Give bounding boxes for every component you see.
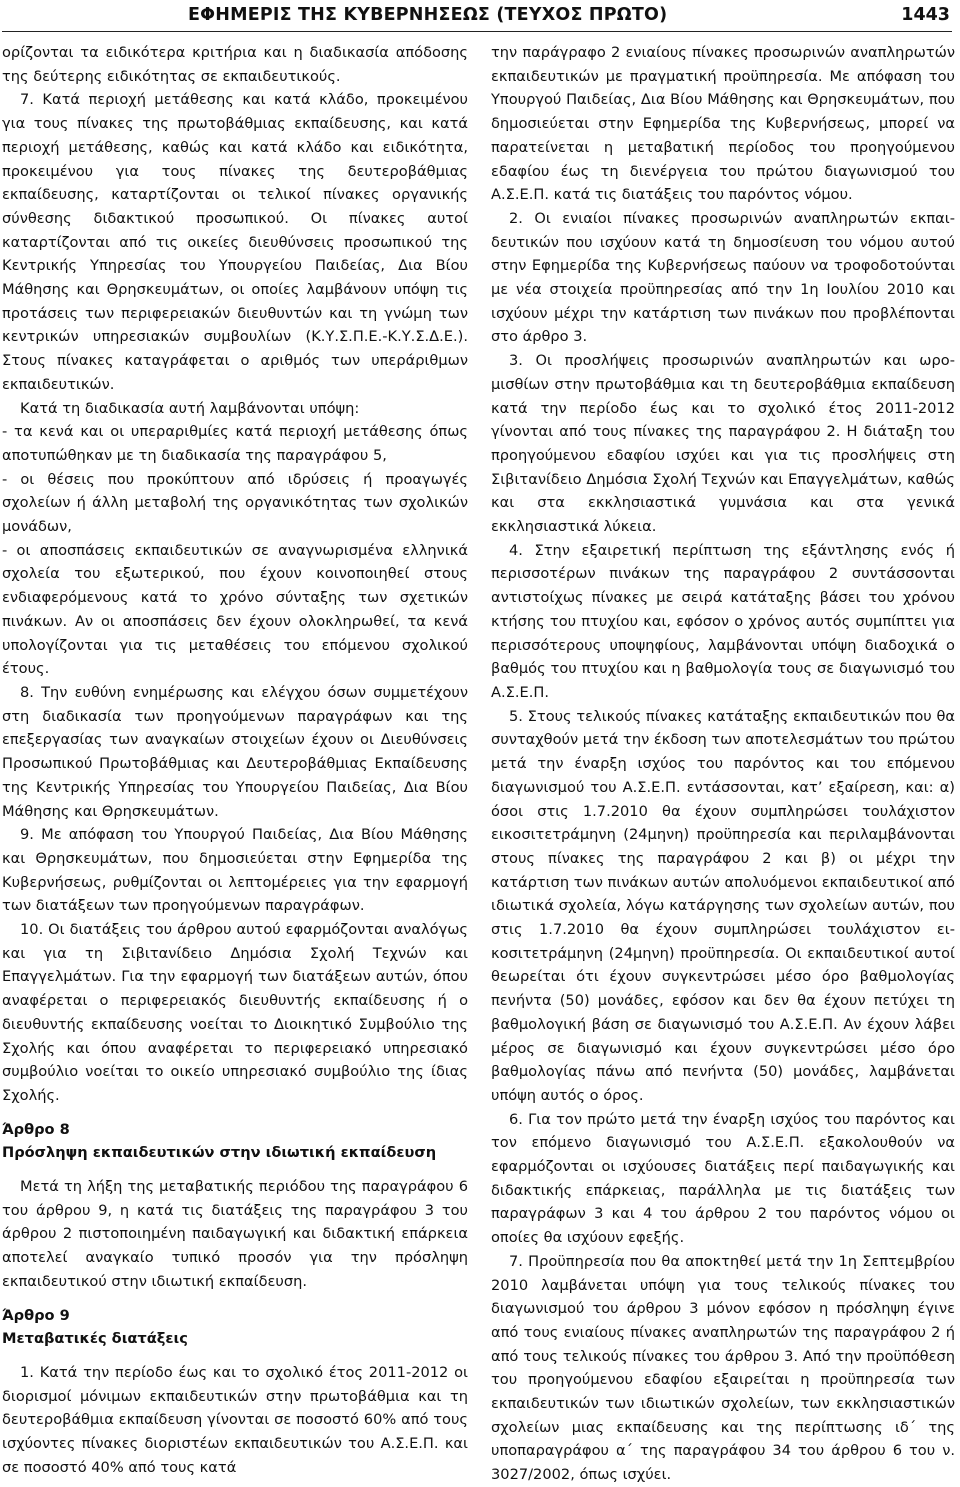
paragraph: ορίζονται τα ειδικότερα κριτήρια και η διαδικασία απόδοσης της δεύτερης ειδικότητας σε εκπαιδευτικούς.: [2, 44, 468, 85]
paragraph: Κατά τη διαδικασία αυτή λαμβάνονται υπόψη:: [20, 399, 360, 417]
page-header: [0, 0, 960, 38]
article-9-title: Μεταβατικές διατάξεις: [2, 1330, 188, 1348]
list-item: - οι θέσεις που προκύπτουν από ιδρύσεις ή προαγωγές σχολείων ή άλλη μεταβολή της οργανικότητας των σχολικών μονάδων,: [2, 470, 468, 536]
right-column: [491, 41, 955, 1487]
paragraph-1: 1. Κατά την περίοδο έως και το σχολικό έτος 2011-2012 οι διορισμοί μόνιμων εκπαιδευτικών στην πρωτοβάθμια και τη δευτεροβάθμια εκπαίδευση γίνονται σε ποσοστό 60% από τους ισχύοντες πίνακες διοριστέων εκπαιδευτικών του Α.Σ.Ε.Π. και σε ποσοστό 40% από τους κατά: [2, 1363, 468, 1476]
paragraph-6: 6. Για τον πρώτο μετά την έναρξη ισχύος του παρόντος και τον επόμενο διαγωνισμό του Α.Σ.Ε.Π. εξακολουθούν να εφαρμόζονται οι ισχύουσες διατάξεις περί παιδαγωγικής και διδακτικής επάρκειας, παράλληλα με τις διατάξεις των παραγράφων 3 και 4 του άρθρου 2 του παρόντος νόμου οι οποίες θα ισχύουν εφεξής.: [491, 1110, 955, 1247]
paragraph-3: 3. Οι προσλήψεις προσωρινών αναπληρωτών και ωρομισθίων στην πρωτοβάθμια και τη δευτεροβάθμια εκπαίδευση κατά την περίοδο έως και το σχολικό έτος 2011-2012 γίνονται από τους πίνακες της παραγράφου 2. Η διάταξη του προηγούμενου εδαφίου ισχύει και για τις προσλήψεις στη Σιβιτανίδειο Δημόσια Σχολή Τεχνών και Επαγγελμάτων, καθώς και στα εκκλησιαστικά γυμνάσια και στα γενικά εκκλησιαστικά λύκεια.: [491, 352, 955, 536]
list-item: - τα κενά και οι υπεραριθμίες κατά περιοχή μετάθεσης όπως αποτυπώθηκαν με τη διαδικασία της παραγράφου 5,: [2, 423, 468, 464]
gazette-title: ΕΦΗΜΕΡΙΣ ΤΗΣ ΚΥΒΕΡΝΗΣΕΩΣ (ΤΕΥΧΟΣ ΠΡΩΤΟ): [188, 5, 668, 25]
paragraph-5: 5. Στους τελικούς πίνακες κατάταξης εκπαιδευτικών που θα συνταχθούν μετά την έκδοση των αποτελεσμάτων του πρώτου μετά την έναρξη ισχύος του παρόντος και του επόμενου διαγωνισμού του Α.Σ.Ε.Π. εντάσσονται, κατ’ εξαίρεση, και: α) όσοι στις 1.7.2010 θα έχουν συμπληρώσει τουλάχιστον εικοσιτετράμηνη (24μηνη) προϋπηρεσία και περιλαμβάνονται στους πίνακες της παραγράφου 2 και β) οι μέχρι την κατάρτιση των πινάκων αυτών απολυόμενοι εκπαιδευτικοί από ιδιωτικά σχολεία, λόγω κατάργησης των σχολείων αυτών, που στις 1.7.2010 θα έχουν συμπληρώσει τουλάχιστον εικοσιτετράμηνη (24μηνη) προϋπηρεσία. Οι εκπαιδευτικοί αυτοί θεωρείται ότι έχουν συγκεντρώσει μέσο όρο βαθμολογίας πενήντα (50) μονάδες, εφόσον και δεν θα έχουν πετύχει τη βαθμολογική βάση σε διαγωνισμό του Α.Σ.Ε.Π. Αν έχουν λάβει μέρος σε διαγωνισμό και έχουν συγκεντρώσει μέσο όρο βαθμολογίας πάνω από πενήντα (50) μονάδες, λαμβάνεται υπόψη αυτός ο όρος.: [491, 707, 955, 1104]
left-column: [2, 41, 468, 1479]
paragraph-9: 9. Με απόφαση του Υπουργού Παιδείας, Δια Βίου Μάθησης και Θρησκευμάτων, που δημοσιεύεται στην Εφημερίδα της Κυβερνήσεως, ρυθμίζονται οι λεπτομέρειες για την εφαρμογή των διατάξεων των προηγούμενων παραγράφων.: [2, 826, 468, 915]
list-item: - οι αποσπάσεις εκπαιδευτικών σε αναγνωρισμένα ελληνικά σχολεία του εξωτερικού, που έχουν κοινοποιηθεί στους ενδιαφερόμενους κατά το χρόνο σύνταξης των σχετικών πινάκων. Αν οι αποσπάσεις δεν έχουν ολοκληρωθεί, τα κενά υπολογίζονται για τις μεταθέσεις του επόμενου σχολικού έτους.: [2, 541, 468, 678]
article-9-heading: Άρθρο 9: [2, 1306, 70, 1324]
paragraph-7: 7. Προϋπηρεσία που θα αποκτηθεί μετά την 1η Σεπτεμβρίου 2010 λαμβάνεται υπόψη για τους τελικούς πίνακες του διαγωνισμού του άρθρου 3 μόνον εφόσον η πρόσληψη έγινε από τους ενιαίους πίνακες αναπληρωτών της παραγράφου 2 ή από τους τελικούς πίνακες του άρθρου 3. Από την προϋπόθεση του προηγούμενου εδαφίου εξαιρείται η προϋπηρεσία των εκπαιδευτικών των ιδιωτικών σχολείων, των εκκλησιαστικών σχολείων μιας εκπαίδευσης και της περίπτωσης ιδ΄ της υποπαραγράφου α΄ της παραγράφου 34 του άρθρου 6 του ν. 3027/2002, όπως ισχύει.: [491, 1252, 955, 1484]
paragraph: Μετά τη λήξη της μεταβατικής περιόδου της παραγράφου 6 του άρθρου 9, η κατά τις διατάξεις της παραγράφου 3 του άρθρου 2 πιστοποιημένη παιδαγωγική και διδακτική επάρκεια αποτελεί αναγκαίο τυπικό προσόν για την πρόσληψη εκπαιδευτικού στην ιδιωτική εκπαίδευση.: [2, 1178, 468, 1290]
article-8-title: Πρόσληψη εκπαιδευτικών στην ιδιωτική εκπαίδευση: [2, 1144, 437, 1162]
paragraph-4: 4. Στην εξαιρετική περίπτωση της εξάντλησης ενός ή περισσοτέρων πινάκων της παραγράφου 2 συντάσσονται αντιστοίχως πίνακες με σειρά κατάταξης βάσει του χρόνου κτήσης του πτυχίου και, εφόσον ο χρόνος αυτός συμπίπτει για περισσότερους υποψηφίους, λαμβάνονται υπόψη διαδοχικά ο βαθμός του πτυχίου και η βαθμολογία τους σε διαγωνισμό του Α.Σ.Ε.Π.: [491, 541, 955, 701]
article-8-heading: Άρθρο 8: [2, 1120, 70, 1138]
header-divider: [2, 31, 952, 32]
paragraph-7: 7. Κατά περιοχή μετάθεσης και κατά κλάδο, προκειμένου για τους πίνακες της πρωτοβάθμιας εκπαίδευσης, και κατά περιοχή μετάθεσης, καθώς και κατά κλάδο και ειδικότητα, προκειμένου για τους πίνακες της δευτεροβάθμιας εκπαίδευσης, καταρτίζονται οι τελικοί πίνακες οργανικής σύνθεσης διδακτικού προσωπικού. Οι πίνακες αυτοί καταρτίζονται από τις οικείες διευθύνσεις προσωπικού της Κεντρικής Υπηρεσίας του Υπουργείου Παιδείας, Δια Βίου Μάθησης και Θρησκευμάτων, οι οποίες λαμβάνουν υπόψη τις προτάσεις των περιφερειακών διευθυντών και τη γνώμη των κεντρικών υπηρεσιακών συμβουλίων (Κ.Υ.Σ.Π.Ε.-Κ.Υ.Σ.Δ.Ε.). Στους πίνακες καταγράφεται ο αριθμός των υπεράριθμων εκπαιδευτικών.: [2, 91, 468, 393]
page-number: 1443: [901, 5, 950, 25]
paragraph-8: 8. Την ευθύνη ενημέρωσης και ελέγχου όσων συμμετέχουν στη διαδικασία των προηγούμενων παραγράφων και της επεξεργασίας των αναγκαίων στοιχείων έχουν οι Διευθύνσεις Προσωπικού Πρωτοβάθμιας και Δευτεροβάθμιας Εκπαίδευσης της Κεντρικής Υπηρεσίας του Υπουργείου Παιδείας, Δια Βίου Μάθησης και Θρησκευμάτων.: [2, 683, 468, 820]
paragraph: την παράγραφο 2 ενιαίους πίνακες προσωρινών αναπληρωτών εκπαιδευτικών με πραγματική προϋπηρεσία. Με απόφαση του Υπουργού Παιδείας, Δια Βίου Μάθησης και Θρησκευμάτων, που δημοσιεύεται στην Εφημερίδα της Κυβερνήσεως, μπορεί να παρατείνεται η μεταβατική περίοδος του προηγούμενου εδαφίου έως τη διενέργεια του πρώτου διαγωνισμού του Α.Σ.Ε.Π. κατά τις διατάξεις του παρόντος νόμου.: [491, 44, 955, 204]
paragraph-10: 10. Οι διατάξεις του άρθρου αυτού εφαρμόζονται αναλόγως και για τη Σιβιτανίδειο Δημόσια Σχολή Τεχνών και Επαγγελμάτων. Για την εφαρμογή των διατάξεων αυτών, όπου αναφέρεται ο περιφερειακός διευθυντής εκπαίδευσης ή ο διευθυντής εκπαίδευσης νοείται το Διοικητικό Συμβούλιο της Σχολής και όπου αναφέρεται το περιφερειακό υπηρεσιακό συμβούλιο νοείται το οικείο υπηρεσιακό συμβούλιο της ίδιας Σχολής.: [2, 921, 468, 1104]
paragraph-2: 2. Οι ενιαίοι πίνακες προσωρινών αναπληρωτών εκπαιδευτικών που ισχύουν κατά τη δημοσίευση του νόμου αυτού στην Εφημερίδα της Κυβερνήσεως παύουν να τροφοδοτούνται με νέα στοιχεία προϋπηρεσίας από την 1η Ιουλίου 2010 και ισχύουν μέχρι την κατάρτιση των πινάκων που προβλέπονται στο άρθρο 3.: [491, 209, 955, 346]
